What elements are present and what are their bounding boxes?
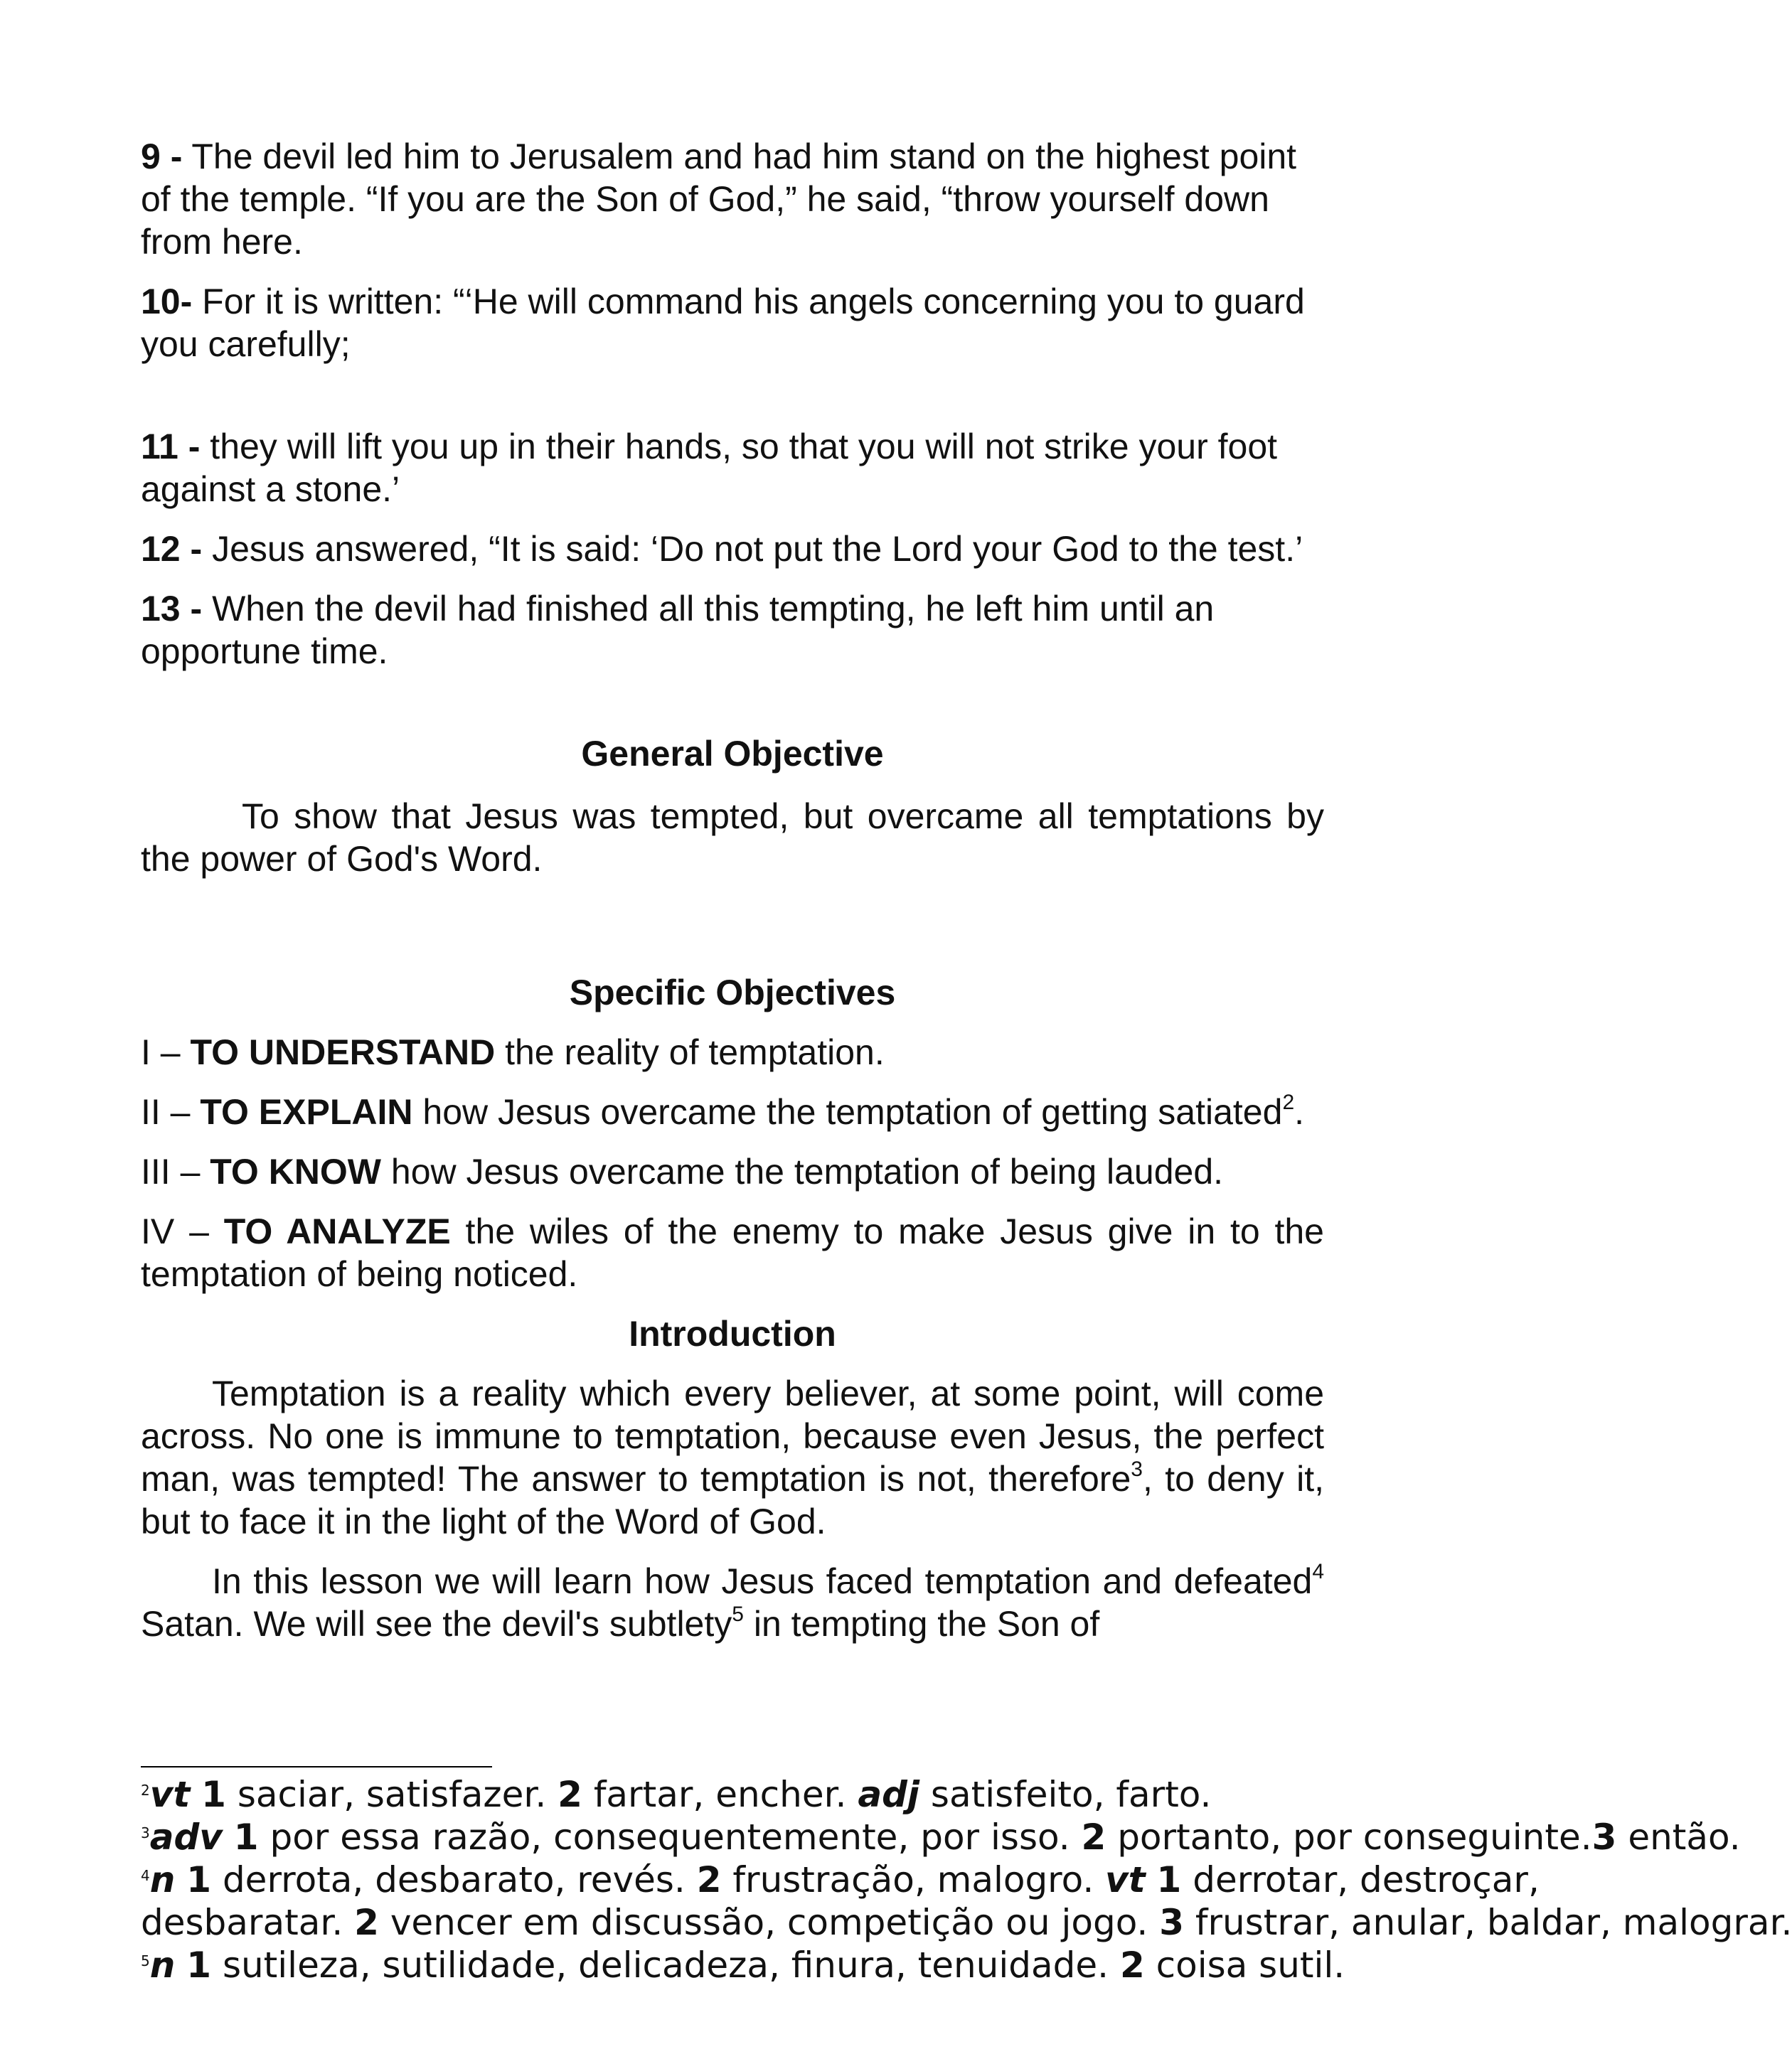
footnote-text: 2 — [1119, 1945, 1145, 1986]
footnote-text: coisa sutil. — [1144, 1945, 1345, 1986]
footnote-text: 3 — [1159, 1902, 1184, 1943]
footnote-ref: 4 — [1312, 1560, 1324, 1583]
footnote-text: 2 — [558, 1774, 582, 1815]
footnote-text — [175, 1945, 186, 1986]
footnote-text: 2 — [696, 1859, 722, 1900]
verse-10 — [141, 280, 1324, 365]
verse-text: When the devil had finished all this tempting, he left him until an opportune time. — [141, 589, 1215, 671]
verse-number: 12 - — [141, 529, 203, 569]
specific-objective-4 — [141, 1210, 1324, 1295]
footnote-text: n — [149, 1945, 176, 1986]
footnote-text: 1 — [186, 1859, 212, 1900]
footnote-text: então. — [1616, 1817, 1741, 1858]
footnote-text: frustrar, anular, baldar, malograr. — [1183, 1902, 1792, 1943]
footnote-text: satisfeito, farto. — [919, 1774, 1212, 1815]
footnote-text: 3 — [1591, 1817, 1617, 1858]
objective-text: the reality of temptation. — [495, 1032, 885, 1072]
objective-numeral: II – — [141, 1092, 201, 1132]
intro-text: In this lesson we will learn how Jesus faced temptation and defeated — [212, 1561, 1313, 1601]
objective-numeral: III – — [141, 1152, 210, 1192]
footnote-text: sutileza, sutilidade, delicadeza, finura, tenuidade. — [211, 1945, 1120, 1986]
verse-number: 13 - — [141, 589, 203, 629]
introduction-heading: Introduction — [629, 1314, 836, 1354]
footnote-text — [223, 1817, 234, 1858]
footnote-text: portanto, por conseguinte. — [1106, 1817, 1592, 1858]
verse-text: The devil led him to Jerusalem and had him stand on the highest point of the temple. “If you are the Son of God,” he said, “throw yourself down from here. — [141, 137, 1297, 262]
footnote-line — [141, 1944, 1345, 1986]
specific-objectives-heading: Specific Objectives — [569, 973, 896, 1012]
footnote-number: 5 — [141, 1952, 150, 1969]
verse-9 — [141, 135, 1324, 263]
objective-verb: TO ANALYZE — [223, 1212, 451, 1251]
footnote-number: 3 — [141, 1824, 150, 1841]
footnote-text: n — [149, 1859, 176, 1900]
footnote-text: 1 — [1156, 1859, 1182, 1900]
footnote-text — [1146, 1859, 1157, 1900]
objective-text: how Jesus overcame the temptation of being lauded. — [381, 1152, 1224, 1192]
objective-numeral: I – — [141, 1032, 191, 1072]
footnote-text: 1 — [201, 1774, 226, 1815]
footnote-text: adj — [858, 1774, 920, 1815]
footnote-line — [141, 1901, 1792, 1944]
verse-number: 9 - — [141, 137, 183, 176]
footnote-text — [190, 1774, 201, 1815]
specific-objective-2 — [141, 1091, 1324, 1133]
footnote-text: 1 — [233, 1817, 259, 1858]
objective-text: how Jesus overcame the temptation of getting satiated — [412, 1092, 1283, 1132]
objective-text: the wiles of the enemy to make Jesus give in to the temptation of being noticed. — [141, 1212, 1324, 1294]
footnote-ref: 5 — [732, 1603, 744, 1626]
footnote-text: derrota, desbarato, revés. — [211, 1859, 697, 1900]
verse-11 — [141, 425, 1324, 510]
footnote-line — [141, 1816, 1741, 1859]
objective-numeral: IV – — [141, 1212, 224, 1251]
introduction-paragraph-1 — [141, 1372, 1324, 1543]
verse-number: 11 - — [141, 427, 201, 466]
footnote-separator — [141, 1766, 492, 1767]
general-objective-body: To show that Jesus was tempted, but overcame all temptations by the power of God's Word. — [141, 796, 1324, 879]
verse-13 — [141, 587, 1324, 673]
footnote-ref: 3 — [1131, 1458, 1143, 1481]
introduction-paragraph-2 — [141, 1560, 1324, 1645]
verse-text: Jesus answered, “It is said: ‘Do not put the Lord your God to the test.’ — [202, 529, 1303, 569]
intro-text: Satan. We will see the devil's subtlety — [141, 1604, 732, 1644]
verse-number: 10- — [141, 282, 193, 321]
objective-verb: TO EXPLAIN — [200, 1092, 413, 1132]
verse-text: For it is written: “‘He will command his angels concerning you to guard you carefully; — [141, 282, 1305, 364]
intro-text: Temptation is a reality which every believer, at some point, will come across. No one is immune to temptation, because even Jesus, the perfect man, was tempted! The answer to temptation is not, therefore — [141, 1374, 1324, 1499]
footnotes — [141, 1773, 1792, 1986]
footnote-text: derrotar, destroçar, — [1181, 1859, 1540, 1900]
verse-12 — [141, 528, 1324, 570]
document-page — [141, 135, 1324, 1645]
footnote-text: fartar, encher. — [582, 1774, 858, 1815]
footnote-text: saciar, satisfazer. — [225, 1774, 558, 1815]
footnote-number: 4 — [141, 1867, 150, 1884]
intro-text: in tempting the Son of — [743, 1604, 1100, 1644]
footnote-text — [175, 1859, 186, 1900]
footnote-line — [141, 1773, 1324, 1816]
footnote-text: 1 — [186, 1945, 212, 1986]
footnote-number: 2 — [141, 1782, 150, 1799]
verse-text: they will lift you up in their hands, so that you will not strike your foot against a stone.’ — [141, 427, 1278, 509]
general-objective-heading: General Objective — [581, 734, 884, 774]
footnote-text: 2 — [354, 1902, 379, 1943]
footnote-text: vencer em discussão, competição ou jogo. — [378, 1902, 1160, 1943]
objective-verb: TO UNDERSTAND — [190, 1032, 496, 1072]
footnote-ref: 2 — [1282, 1091, 1295, 1114]
footnote-text: por essa razão, consequentemente, por isso. — [258, 1817, 1082, 1858]
footnote-text: vt — [1105, 1859, 1146, 1900]
footnote-text: desbaratar. — [141, 1902, 355, 1943]
intro-text: , to deny it, but to face it in the light of the Word of God. — [141, 1459, 1324, 1541]
footnote-text: adv — [149, 1817, 223, 1858]
specific-objective-3 — [141, 1150, 1324, 1193]
footnote-line — [141, 1859, 1540, 1901]
specific-objective-1 — [141, 1031, 1324, 1074]
general-objective-text — [141, 795, 1324, 880]
footnote-text: vt — [149, 1774, 191, 1815]
objective-verb: TO KNOW — [210, 1152, 381, 1192]
footnote-text: 2 — [1081, 1817, 1106, 1858]
footnote-text: frustração, malogro. — [721, 1859, 1106, 1900]
objective-after: . — [1294, 1092, 1305, 1132]
